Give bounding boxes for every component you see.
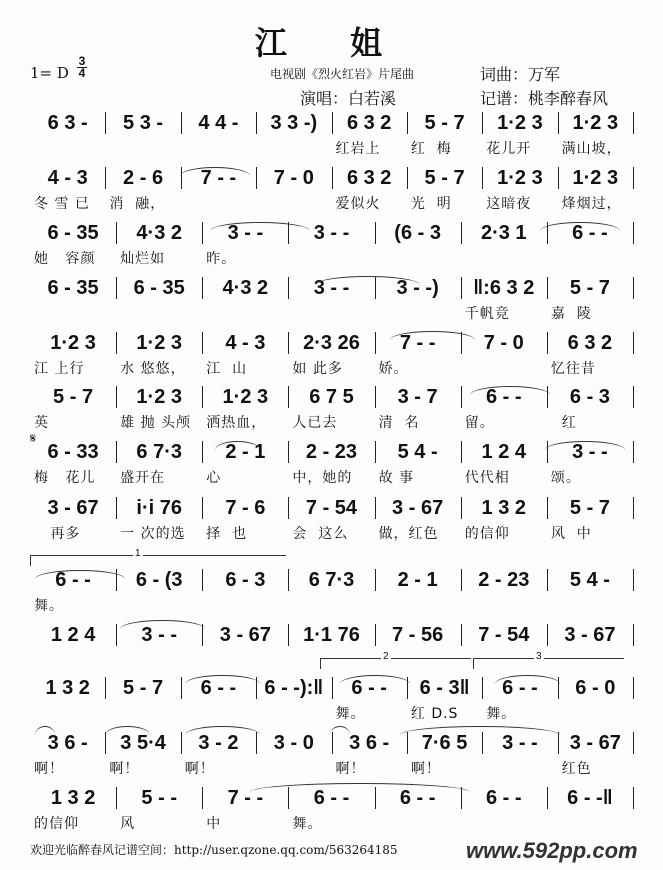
measure: 1·2 3 bbox=[497, 111, 543, 134]
score-line-1 bbox=[30, 108, 633, 138]
measure: 6 - - bbox=[313, 786, 350, 809]
measure: 7 - 6 bbox=[225, 496, 266, 519]
measure: 5 - - bbox=[141, 786, 177, 809]
lyric: 花儿开 bbox=[486, 141, 532, 157]
measure: 3 - - bbox=[313, 221, 350, 244]
measure: i·i 76 bbox=[136, 496, 182, 519]
lyric: 舞。 bbox=[335, 706, 366, 722]
lyric: 千帆竞 bbox=[464, 306, 510, 322]
lyric: 做，红色 bbox=[378, 526, 439, 542]
segno-mark: 𝄋 bbox=[30, 430, 37, 446]
lyric: 红 梅 bbox=[410, 141, 452, 157]
score-line-10 bbox=[30, 620, 633, 650]
measure: 3 - 67 bbox=[564, 623, 616, 646]
measure: 1·2 3 bbox=[136, 385, 182, 408]
measure: 7 - - bbox=[200, 166, 237, 189]
measure: 4·3 2 bbox=[222, 276, 269, 299]
measure: 1 3 2 bbox=[50, 786, 96, 809]
key-signature: 1= D bbox=[30, 64, 69, 82]
lyric: 舞。 bbox=[486, 706, 517, 722]
lyric: 再多 bbox=[34, 526, 81, 542]
measure: 3 - -) bbox=[396, 276, 439, 299]
volta-bracket-3 bbox=[473, 651, 624, 669]
time-sig-bottom: 4 bbox=[78, 66, 86, 80]
measure: 3 - - bbox=[313, 276, 350, 299]
lyric: 清 名 bbox=[378, 415, 420, 431]
measure: 3 - 67 bbox=[392, 496, 444, 519]
measure: 3 - 0 bbox=[273, 731, 314, 754]
lyric: 雄 抛 头颅 bbox=[120, 415, 192, 431]
measure: 1·2 3 bbox=[497, 166, 543, 189]
measure: 1·1 76 bbox=[303, 623, 360, 646]
measure: 1 3 2 bbox=[481, 496, 527, 519]
measure: 6 - (3 bbox=[135, 568, 183, 591]
lyric: 人已去 bbox=[292, 415, 338, 431]
lyric: 中，她的 bbox=[292, 470, 353, 486]
lyric: 江 上行 bbox=[34, 361, 85, 377]
measure: 3 - 2 bbox=[198, 731, 239, 754]
measure: 1·2 3 bbox=[50, 331, 96, 354]
volta-bracket-2 bbox=[320, 651, 471, 669]
measure: 5 - 7 bbox=[424, 166, 465, 189]
volta-number: 2 bbox=[383, 651, 389, 662]
time-signature bbox=[77, 56, 87, 79]
lyricist-composer: 词曲：万军 bbox=[480, 65, 561, 84]
singer: 演唱：白若溪 bbox=[300, 89, 397, 108]
measure: 4 - 3 bbox=[47, 166, 88, 189]
lyric: 啊！ bbox=[335, 761, 366, 777]
measure: 3 6 - bbox=[47, 731, 88, 754]
measure: 6 - 3 bbox=[225, 568, 266, 591]
lyric: 红岩上 bbox=[335, 141, 381, 157]
measure: 5 4 - bbox=[569, 568, 610, 591]
lyric: 的信仰 bbox=[34, 816, 79, 832]
score-line-3 bbox=[30, 218, 633, 248]
lyric: 梅 花儿 bbox=[34, 470, 96, 486]
measure: 1·2 3 bbox=[572, 111, 619, 134]
lyric: 如 此多 bbox=[292, 361, 343, 377]
lyric: 忆往昔 bbox=[550, 361, 596, 377]
lyric: 的信仰 bbox=[464, 526, 510, 542]
lyric: 嘉 陵 bbox=[550, 306, 592, 322]
lyric: 红色 bbox=[561, 761, 592, 777]
volta-bracket-1 bbox=[30, 548, 286, 566]
measure: 6 - -‖ bbox=[567, 786, 613, 809]
measure: 6 - 0 bbox=[575, 676, 616, 699]
measure: 6 - 35 bbox=[47, 221, 99, 244]
measure: 7 - 54 bbox=[478, 623, 530, 646]
measure: 7 - 54 bbox=[305, 496, 358, 519]
measure: 3 - - bbox=[227, 221, 264, 244]
measure: 7·6 5 bbox=[421, 731, 468, 754]
measure: 7 - 0 bbox=[483, 331, 524, 354]
measure: 6 - - bbox=[55, 568, 91, 591]
measure: 2 - 6 bbox=[123, 166, 164, 189]
volta-number: 3 bbox=[536, 651, 542, 662]
measure: 3 - 7 bbox=[397, 385, 438, 408]
measure: 7 - 56 bbox=[392, 623, 444, 646]
lyric: 故 事 bbox=[378, 470, 415, 486]
bar-line bbox=[633, 624, 634, 646]
measure: 4 4 - bbox=[198, 111, 239, 134]
measure: 5 - 7 bbox=[123, 676, 164, 699]
lyric: 一 次的选 bbox=[120, 526, 186, 542]
measure: 1 2 4 bbox=[481, 440, 527, 463]
measure: 7 - - bbox=[399, 331, 436, 354]
lyric: 这暗夜 bbox=[486, 196, 532, 212]
lyric: 风 bbox=[120, 816, 136, 832]
score-line-7 bbox=[30, 437, 633, 467]
measure: 3 - 67 bbox=[47, 496, 99, 519]
measure: 1 2 4 bbox=[50, 623, 96, 646]
measure: 6 3 - bbox=[47, 111, 88, 134]
lyric: 红 D.S bbox=[410, 706, 459, 722]
lyric: 冬 雪 已 bbox=[34, 196, 90, 212]
measure: 6 - 33 bbox=[47, 440, 99, 463]
measure: 6 - -):‖ bbox=[264, 676, 324, 699]
measure: 2 - 23 bbox=[478, 568, 530, 591]
score-line-6 bbox=[30, 382, 633, 412]
bar-line bbox=[633, 332, 634, 354]
lyric: 择 也 bbox=[206, 526, 248, 542]
lyric: 盛开在 bbox=[120, 470, 166, 486]
measure: 2 - 1 bbox=[397, 568, 438, 591]
measure: 6 3 2 bbox=[346, 166, 392, 189]
lyric: 心 bbox=[206, 470, 222, 486]
lyric: 啊！ bbox=[184, 761, 215, 777]
measure: 4 - 3 bbox=[225, 331, 266, 354]
measure: 2·3 1 bbox=[480, 221, 527, 244]
measure: 1 3 2 bbox=[45, 676, 90, 699]
measure: 6 - 3 bbox=[569, 385, 610, 408]
measure: 6 7 5 bbox=[309, 385, 354, 408]
lyric: 消 融， bbox=[109, 196, 166, 212]
measure: 6 - 35 bbox=[133, 276, 185, 299]
score-line-2 bbox=[30, 163, 633, 193]
lyric: 留。 bbox=[464, 415, 495, 431]
lyric: 满山坡， bbox=[561, 141, 622, 157]
measure: 2 - 23 bbox=[305, 440, 358, 463]
measure: 6 - - bbox=[572, 221, 608, 244]
measure: 3 5·4 bbox=[120, 731, 166, 754]
brand-watermark[interactable]: www.592pp.com bbox=[466, 838, 638, 863]
transcriber: 记谱：桃李醉春风 bbox=[480, 89, 609, 108]
measure: 6 3 2 bbox=[567, 331, 613, 354]
measure: 4·3 2 bbox=[136, 221, 182, 244]
measure: 1·2 3 bbox=[136, 331, 182, 354]
bar-line bbox=[633, 569, 634, 591]
lyric: 中 bbox=[206, 816, 222, 832]
bar-line bbox=[633, 167, 634, 189]
measure: 6 7·3 bbox=[136, 440, 182, 463]
measure: 6 - 35 bbox=[47, 276, 99, 299]
measure: (6 - 3 bbox=[394, 221, 441, 244]
measure: 5 - 7 bbox=[53, 385, 94, 408]
measure: ‖:6 3 2 bbox=[473, 276, 535, 299]
bar-line bbox=[633, 386, 634, 408]
lyric: 烽烟过， bbox=[561, 196, 622, 212]
measure: 2·3 26 bbox=[303, 331, 360, 354]
footer-text: 欢迎光临醉春风记谱空间：http://user.qzone.qq.com/563264185 bbox=[30, 843, 398, 857]
time-sig-top: 3 bbox=[78, 54, 86, 68]
bar-line bbox=[633, 441, 634, 463]
measure: 3 - - bbox=[572, 440, 608, 463]
subtitle: 电视剧《烈火红岩》片尾曲 bbox=[270, 67, 415, 81]
measure: 5 4 - bbox=[397, 440, 438, 463]
lyric: 洒热血， bbox=[206, 415, 267, 431]
bar-line bbox=[633, 497, 634, 519]
lyric: 爱似火 bbox=[335, 196, 381, 212]
lyric: 水 悠悠， bbox=[120, 361, 186, 377]
volta-number: 1 bbox=[135, 548, 141, 559]
lyric: 英 bbox=[34, 415, 49, 431]
lyric: 光 明 bbox=[410, 196, 452, 212]
measure: 6 - - bbox=[502, 676, 538, 699]
lyric: 颂。 bbox=[550, 470, 581, 486]
measure: 3 6 - bbox=[349, 731, 390, 754]
measure: 2 - 1 bbox=[225, 440, 266, 463]
measure: 6 - - bbox=[485, 385, 522, 408]
measure: 5 - 7 bbox=[424, 111, 465, 134]
measure: 7 - - bbox=[227, 786, 264, 809]
measure: 3 3 -) bbox=[270, 111, 318, 134]
lyric: 啊！ bbox=[34, 761, 64, 777]
lyric: 舞。 bbox=[292, 816, 323, 832]
score-line-9 bbox=[30, 565, 633, 595]
song-title: 江 姐 bbox=[254, 24, 409, 62]
measure: 6 - - bbox=[399, 786, 436, 809]
measure: 3 - 67 bbox=[569, 731, 621, 754]
measure: 3 - - bbox=[502, 731, 538, 754]
lyric: 啊！ bbox=[410, 761, 441, 777]
measure: 5 3 - bbox=[123, 111, 164, 134]
measure: 1·2 3 bbox=[222, 385, 269, 408]
measure: 6 - - bbox=[200, 676, 237, 699]
bar-line bbox=[633, 677, 634, 699]
measure: 6 7·3 bbox=[308, 568, 355, 591]
measure: 1·2 3 bbox=[572, 166, 619, 189]
lyric: 舞。 bbox=[34, 598, 64, 614]
bar-line bbox=[633, 732, 634, 754]
lyric: 代代相 bbox=[464, 470, 510, 486]
measure: 5 - 7 bbox=[569, 496, 610, 519]
measure: 3 - - bbox=[141, 623, 177, 646]
measure: 7 - 0 bbox=[273, 166, 314, 189]
lyric: 灿烂如 bbox=[120, 251, 166, 267]
lyric: 娇。 bbox=[378, 361, 409, 377]
bar-line bbox=[633, 277, 634, 299]
measure: 3 - 67 bbox=[219, 623, 271, 646]
lyric: 她 容颜 bbox=[34, 251, 96, 267]
measure: 6 - - bbox=[485, 786, 522, 809]
measure: 6 - 3‖ bbox=[419, 676, 470, 699]
measure: 6 3 2 bbox=[346, 111, 392, 134]
lyric: 风 中 bbox=[550, 526, 592, 542]
lyric: 昨。 bbox=[206, 251, 237, 267]
measure: 5 - 7 bbox=[569, 276, 610, 299]
lyric: 会 这么 bbox=[292, 526, 349, 542]
score-line-8 bbox=[30, 493, 633, 523]
lyric: 啊！ bbox=[109, 761, 140, 777]
lyric: 江 山 bbox=[206, 361, 248, 377]
score-line-5 bbox=[30, 328, 633, 358]
lyric: 红 bbox=[550, 415, 577, 431]
measure: 6 - - bbox=[351, 676, 387, 699]
bar-line bbox=[633, 112, 634, 134]
bar-line bbox=[633, 787, 634, 809]
bar-line bbox=[633, 222, 634, 244]
